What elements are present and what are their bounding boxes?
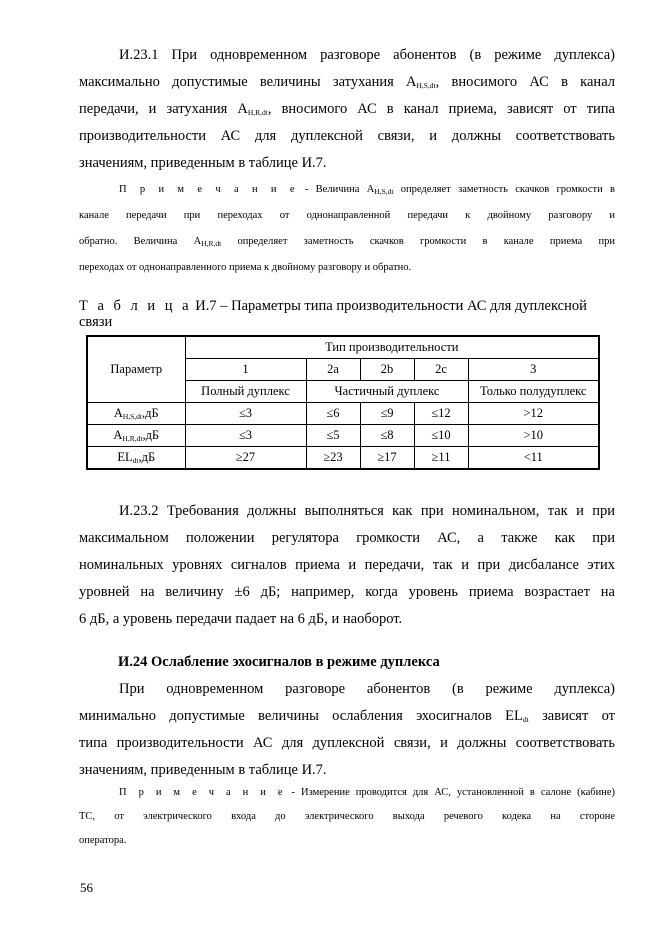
param-header: Параметр <box>87 336 185 403</box>
value-cell: ≤12 <box>414 403 468 425</box>
group-label: Полный дуплекс <box>185 381 306 403</box>
text-line: типа производительности АС для дуплексной связи, и должны соответствовать <box>79 735 615 751</box>
text-line: П р и м е ч а н и е - Измерение проводится для АС, установленной в салоне (кабине) <box>119 787 615 798</box>
text-line: минимально допустимые величины ослабления эхосигналов $EL_{dt}$ зависят от <box>79 708 615 724</box>
value-cell: ≥27 <box>185 447 306 470</box>
value-cell: ≤8 <box>360 425 414 447</box>
paragraph-i23-1 <box>79 42 615 177</box>
table-row <box>87 447 599 470</box>
text-line: оператора. <box>79 835 127 846</box>
text-line: П р и м е ч а н и е - Величина $A_{H,S,dt}$ определяет заметность скачков громкости в <box>119 184 615 196</box>
text-line: значениям, приведенным в таблице И.7. <box>79 155 327 171</box>
note-2 <box>79 781 615 853</box>
value-cell: ≥11 <box>414 447 468 470</box>
text-line: ТС, от электрического входа до электрического выхода речевого кодека на стороне <box>79 811 615 822</box>
text-line: уровней на величину ±6 дБ; например, когда уровень приема возрастает на <box>79 584 615 600</box>
value-cell: >12 <box>468 403 599 425</box>
type-number: 1 <box>185 359 306 381</box>
value-cell: ≤9 <box>360 403 414 425</box>
note-prefix: П р и м е ч а н и е <box>119 787 286 798</box>
value-cell: ≥23 <box>306 447 360 470</box>
param-cell: $EL_{dt},дБ$ <box>87 447 185 470</box>
text-line: максимальном положении регулятора громкости АС, а также как при <box>79 530 615 546</box>
param-cell: $A_{H,R,dt},дБ$ <box>87 425 185 447</box>
type-number: 2a <box>306 359 360 381</box>
text-line: канале передачи при переходах от однонаправленной передачи к двойному разговору и <box>79 210 615 221</box>
text-line: обратно. Величина $A_{H,R,dt}$ определяет заметность скачков громкости в канале приема при <box>79 236 615 248</box>
param-cell: $A_{H,S,dt},дБ$ <box>87 403 185 425</box>
table-caption-text: И.7 – Параметры типа производительности АС для дуплексной связи <box>79 298 587 330</box>
text-line: номинальных уровнях сигналов приема и передачи, так и при дисбалансе этих <box>79 557 615 573</box>
text-line: переходах от однонаправленного приема к двойному разговору и обратно. <box>79 262 412 273</box>
value-cell: ≤3 <box>185 403 306 425</box>
paragraph-i23-2 <box>79 498 615 633</box>
value-cell: ≤3 <box>185 425 306 447</box>
type-header: Тип производительности <box>185 336 599 359</box>
value-cell: ≤10 <box>414 425 468 447</box>
value-cell: ≥17 <box>360 447 414 470</box>
text-line: При одновременном разговоре абонентов (в режиме дуплекса) <box>119 681 615 697</box>
text-line: И.23.1 При одновременном разговоре абонентов (в режиме дуплекса) <box>119 47 615 63</box>
note-prefix: П р и м е ч а н и е <box>119 184 298 195</box>
note-1 <box>79 177 615 281</box>
section-heading: И.24 Ослабление эхосигналов в режиме дуплекса <box>118 654 440 670</box>
value-cell: >10 <box>468 425 599 447</box>
table-header-row-1 <box>87 336 599 359</box>
table-row <box>87 403 599 425</box>
type-number: 2b <box>360 359 414 381</box>
value-cell: ≤5 <box>306 425 360 447</box>
text-line: значениям, приведенным в таблице И.7. <box>79 762 327 778</box>
text-line: 6 дБ, а уровень передачи падает на 6 дБ, и наоборот. <box>79 611 403 627</box>
value-cell: ≤6 <box>306 403 360 425</box>
table-caption <box>79 298 619 330</box>
paragraph-i24 <box>79 676 615 784</box>
parameters-table <box>86 335 600 470</box>
group-label: Частичный дуплекс <box>306 381 468 403</box>
type-number: 2c <box>414 359 468 381</box>
text-line: максимально допустимые величины затухания $A_{H,S,dt}$, вносимого АС в канал <box>79 74 615 90</box>
type-number: 3 <box>468 359 599 381</box>
table-row <box>87 425 599 447</box>
page-number: 56 <box>80 880 93 895</box>
text-line: производительности АС для дуплексной связи, и должны соответствовать <box>79 128 615 144</box>
group-label: Только полудуплекс <box>468 381 599 403</box>
table-caption-prefix: Т а б л и ц а <box>79 298 192 314</box>
value-cell: <11 <box>468 447 599 470</box>
text-line: И.23.2 Требования должны выполняться как при номинальном, так и при <box>119 503 615 519</box>
text-line: передачи, и затухания $A_{H,R,dt}$, вносимого АС в канал приема, зависят от типа <box>79 101 615 117</box>
